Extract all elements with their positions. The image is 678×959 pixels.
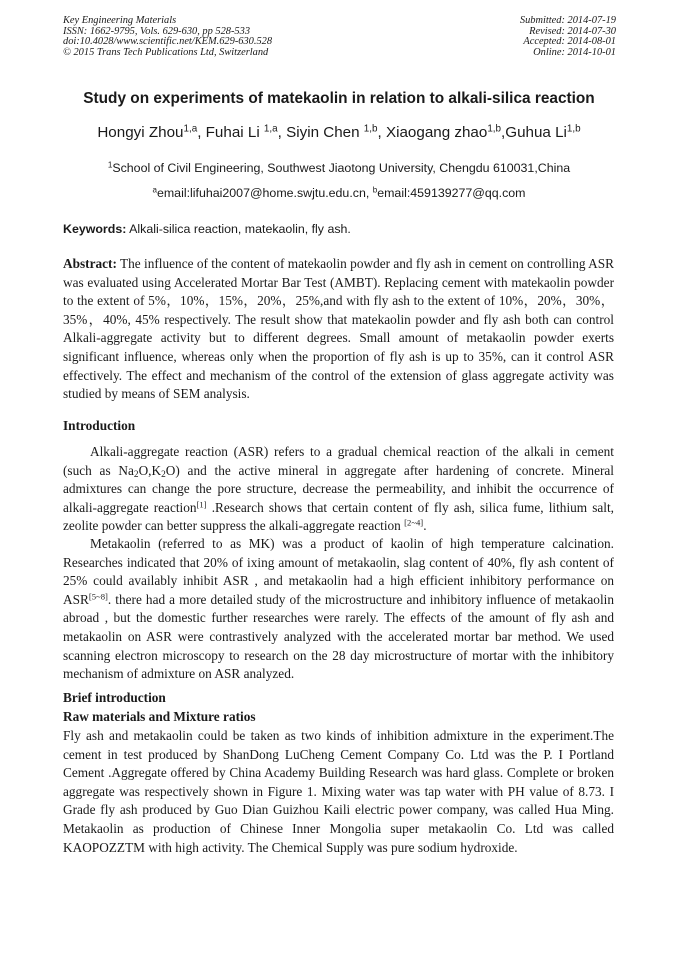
abstract-label: Abstract: — [63, 256, 117, 271]
journal-name: Key Engineering Materials — [63, 15, 177, 26]
date-submitted: Submitted: 2014-07-19 — [519, 15, 616, 26]
journal-copyright: © 2015 Trans Tech Publications Ltd, Switzerland — [63, 46, 269, 58]
intro-p1-text: O) and the active mineral in aggregate after hardening of concrete. Mineral admixtures can change the pore structure, decrease the permeability, and inhibit the occurrence of alkali-aggregate reaction — [63, 462, 615, 515]
author-affil-mark: 1,a — [263, 123, 278, 135]
abstract — [63, 255, 614, 404]
introduction-paragraph-1 — [63, 443, 614, 536]
affiliation — [0, 161, 678, 175]
author-affil-mark: 1,b — [487, 123, 502, 135]
citation-ref: [1] — [196, 499, 207, 510]
date-accepted: Accepted: 2014-08-01 — [523, 36, 616, 48]
citation-ref: [2~4] — [404, 517, 424, 528]
author-affil-mark: 1,b — [566, 123, 581, 135]
author-name: Siyin Chen — [286, 124, 364, 141]
author-name: Fuhai Li — [205, 124, 264, 141]
subscript: 2 — [133, 469, 139, 480]
email-b: email:459139277@qq.com — [377, 186, 526, 200]
author-affil-mark: 1,a — [183, 123, 198, 135]
journal-doi: doi:10.4028/www.scientific.net/KEM.629-630.528 — [63, 36, 273, 48]
raw-materials-text: Fly ash and metakaolin could be taken as two kinds of inhibition admixture in the experiment.The cement in test produced by ShanDong LuCheng Cement Company Co. Ltd was the P. I Portland Cement .Aggregate offered by China Academy Building Research was hard glass. Complete or broken aggregate was respectively shown in Figure 1. Mixing water was tap water with PH value of 8.73. I Grade fly ash produced by Guo Dian Guizhou Kaili electric power company, was called Hua Ming. Metakaolin as production of Chinese Inner Mongolia super metakaolin Co. Ltd was called KAOPOZZTM with high activity. The Chemical Supply was pure sodium hydroxide. — [63, 728, 614, 855]
journal-info — [63, 16, 272, 58]
email-a: email:lifuhai2007@home.swjtu.edu.cn, — [156, 186, 373, 200]
brief-introduction-heading: Brief introduction — [63, 690, 166, 705]
introduction-heading: Introduction — [63, 418, 136, 433]
affiliation-mark: 1 — [107, 160, 113, 170]
subscript: 2 — [161, 469, 166, 480]
author-affil-mark: 1,b — [363, 123, 378, 135]
paper-title: Study on experiments of matekaolin in relation to alkali-silica reaction — [83, 90, 595, 107]
intro-p1-text: Alkali-aggregate reaction (ASR) refers to a gradual chemical reaction of the alkali in cement (such as Na — [63, 444, 614, 478]
keywords-label: Keywords: — [63, 222, 127, 236]
keywords — [63, 222, 351, 236]
author-name: Xiaogang zhao — [385, 124, 488, 141]
author-emails — [0, 186, 678, 200]
raw-materials-heading: Raw materials and Mixture ratios — [63, 709, 256, 724]
date-online: Online: 2014-10-01 — [533, 46, 616, 58]
intro-p2-text: . there had a more detailed study of the microstructure and inhibitory influence of metakaolin abroad , but the domestic further researches were rarely. The effects of the amount of fly ash and metakaolin on ASR were contrastively analyzed with the accelerated mortar bar method. We used scanning electron microscopy to research on the 28 day microstructure of mortar with the inhibitory mechanism of admixture on ASR analyzed. — [63, 591, 614, 682]
intro-p2-text: Metakaolin (referred to as MK) was a product of kaolin of high temperature calcination. Researches indicated that 20% of ixing amount of metakaolin, slag content of 40%, fly ash content of 25% could availably inhibit ASR , and metakaolin had a high efficient inhibitory performance on ASR — [63, 536, 614, 607]
author-name: Hongyi Zhou — [97, 124, 184, 141]
email-mark-b: b — [372, 185, 378, 195]
date-revised: Revised: 2014-07-30 — [529, 25, 616, 37]
intro-p1-text: . — [423, 518, 427, 534]
citation-ref: [5~8] — [88, 591, 108, 602]
introduction-paragraph-2 — [63, 535, 614, 684]
keywords-text: Alkali-silica reaction, matekaolin, fly ash. — [126, 222, 351, 236]
intro-p1-text: .Research shows that certain content of fly ash, silica fume, lithium salt, zeolite powder can better suppress the alkali-aggregate reaction — [63, 499, 614, 534]
author-name: Guhua Li — [505, 124, 567, 141]
email-mark-a: a — [152, 185, 157, 195]
raw-materials-paragraph — [63, 727, 614, 857]
affiliation-text: School of Civil Engineering, Southwest Jiaotong University, Chengdu 610031,China — [112, 161, 571, 175]
abstract-text: The influence of the content of matekaolin powder and fly ash in cement on controlling ASR was evaluated using Accelerated Mortar Bar Test (AMBT). Replacing cement with matekaolin powder to the extent of 5%，10%，15%，20%，25%,and with fly ash to the extent of 10%，20%，30%，35%，40%, 45% respectively. The result show that matekaolin powder and fly ash both can control Alkali-aggregate activity but to different degrees. Small amount of metakaolin powder exerts significant influence, whereas only when the proportion of fly ash is up to 35%, can it control ASR effectively. The effect and mechanism of the control of the extension of glass aggregate activity was studied by means of SEM analysis. — [63, 256, 614, 402]
intro-p1-text: O,K — [138, 462, 162, 478]
journal-issn: ISSN: 1662-9795, Vols. 629-630, pp 528-533 — [63, 25, 251, 37]
submission-dates — [520, 16, 616, 58]
author-list: Hongyi Zhou$^{1,a}$, Fuhai Li $^{1,a}$, Siyin Chen $^{1,b}$, Xiaogang zhao$^{1,b}$,Guhua Li$^{1,b}$ — [97, 123, 581, 141]
